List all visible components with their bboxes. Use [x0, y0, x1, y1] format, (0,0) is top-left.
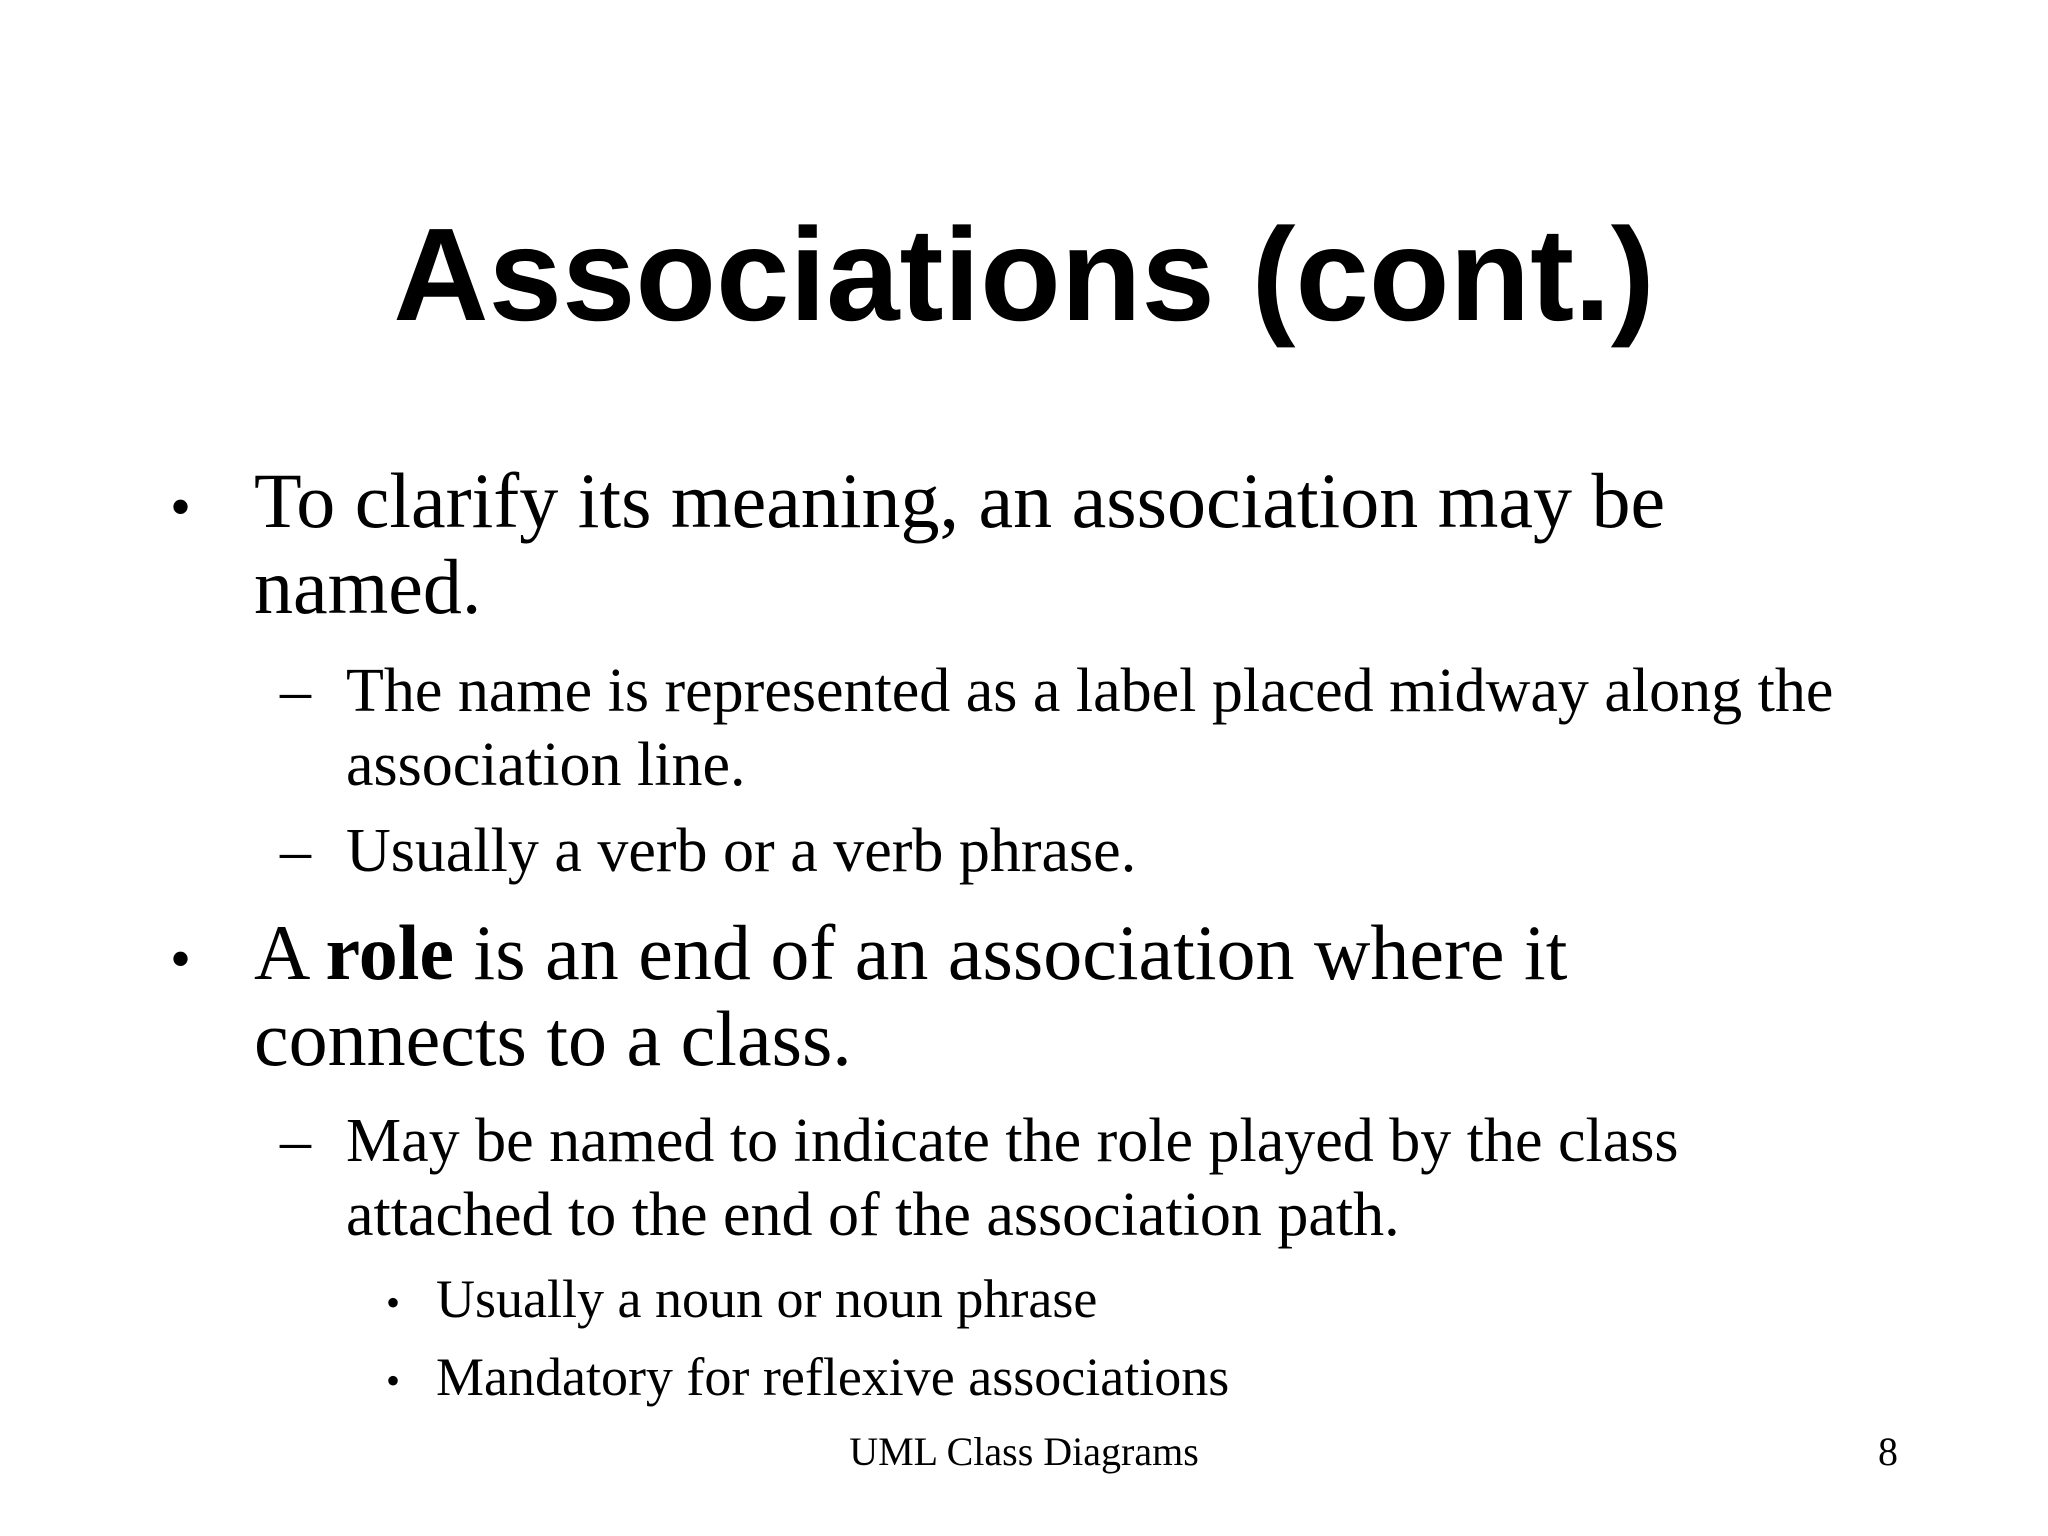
sub-bullet-text: Usually a verb or a verb phrase. [346, 817, 1137, 885]
sub-sub-bullet-text: Usually a noun or noun phrase [436, 1269, 1098, 1329]
bullet-text [254, 910, 1810, 1082]
sub-bullet-item [280, 814, 1860, 888]
bullet-text-before: A [254, 909, 326, 996]
sub-bullet-text: The name is represented as a label placed midway along the association line. [346, 657, 1834, 799]
bullet-text-bold: role [325, 909, 455, 996]
bullet-marker: • [386, 1280, 401, 1325]
dash-marker: – [280, 817, 311, 885]
sub-bullet-item [280, 654, 1860, 802]
sub-sub-bullet-text: Mandatory for reflexive associations [436, 1347, 1230, 1407]
bullet-marker: • [386, 1358, 401, 1403]
sub-bullet-text: May be named to indicate the role played by the class attached to the end of the association path. [346, 1107, 1679, 1249]
dash-marker: – [280, 1107, 311, 1175]
bullet-text: To clarify its meaning, an association may be named. [254, 457, 1666, 630]
bullet-marker: • [170, 474, 192, 540]
bullet-item [170, 910, 1810, 1082]
sub-sub-bullet-item [380, 1346, 1840, 1408]
dash-marker: – [280, 657, 311, 725]
sub-bullet-item [280, 1104, 1860, 1252]
bullet-text-after: is an end of an association where it connects to a class. [254, 909, 1568, 1082]
bullet-item [170, 458, 1810, 630]
slide-title: Associations (cont.) [393, 201, 1655, 348]
slide-footer: UML Class Diagrams [849, 1429, 1199, 1474]
bullet-marker: • [170, 926, 192, 992]
page-number: 8 [1878, 1429, 1898, 1474]
sub-sub-bullet-item [380, 1268, 1840, 1330]
